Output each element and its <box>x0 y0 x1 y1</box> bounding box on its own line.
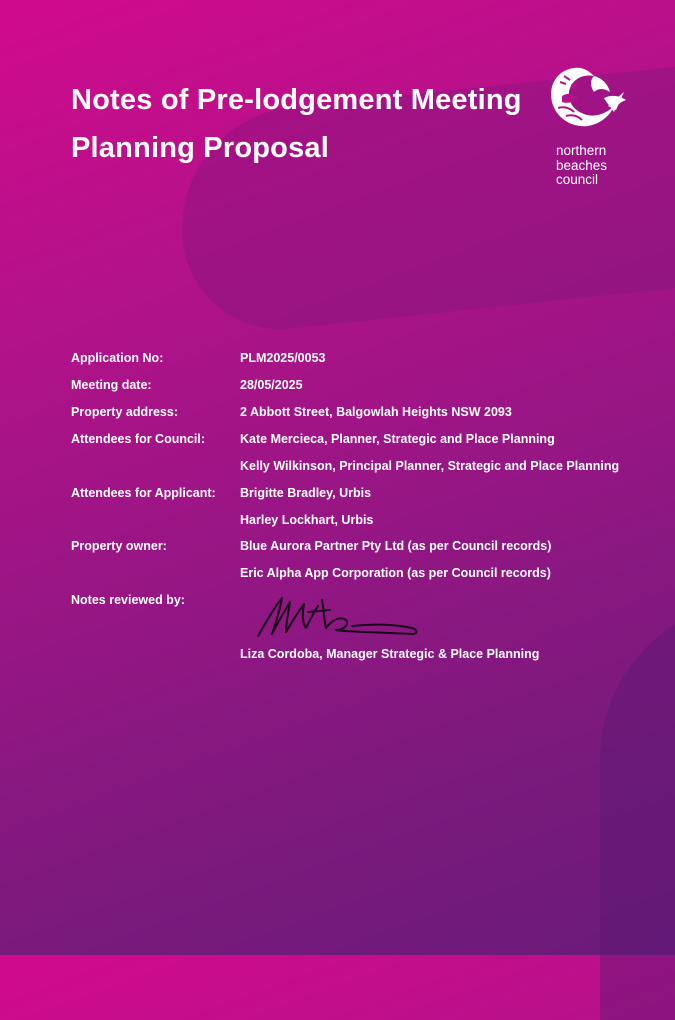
reviewer-name: Liza Cordoba, Manager Strategic & Place Planning <box>240 647 540 661</box>
council-name <box>556 144 607 188</box>
council-logo <box>540 62 630 134</box>
property-owner-1: Blue Aurora Partner Pty Ltd (as per Council records) <box>240 539 552 553</box>
property-address-value: 2 Abbott Street, Balgowlah Heights NSW 2093 <box>240 405 512 419</box>
page-subtitle: Planning Proposal <box>71 132 329 164</box>
property-owner-2: Eric Alpha App Corporation (as per Council records) <box>240 566 551 580</box>
application-no-value: PLM2025/0053 <box>240 351 326 365</box>
property-address-label: Property address: <box>71 405 178 419</box>
attendee-applicant-2: Harley Lockhart, Urbis <box>240 513 374 527</box>
meeting-date-value: 28/05/2025 <box>240 378 303 392</box>
signature-image <box>252 592 422 640</box>
notes-reviewed-label: Notes reviewed by: <box>71 593 185 607</box>
background-corner-shape <box>600 600 675 1020</box>
page-title: Notes of Pre-lodgement Meeting <box>71 84 522 116</box>
sea-creature-logo-icon <box>544 62 628 134</box>
attendee-applicant-1: Brigitte Bradley, Urbis <box>240 486 372 500</box>
attendee-council-2: Kelly Wilkinson, Principal Planner, Strategic and Place Planning <box>240 459 620 473</box>
meeting-date-label: Meeting date: <box>71 378 152 392</box>
council-name-line2: beaches <box>556 157 608 173</box>
application-no-label: Application No: <box>71 351 164 365</box>
attendees-applicant-label: Attendees for Applicant: <box>71 486 216 500</box>
council-name-line1: northern <box>556 143 607 158</box>
attendee-council-1: Kate Mercieca, Planner, Strategic and Place Planning <box>240 432 555 446</box>
council-name-line3: council <box>556 172 599 187</box>
property-owner-label: Property owner: <box>71 539 167 553</box>
attendees-council-label: Attendees for Council: <box>71 432 206 446</box>
